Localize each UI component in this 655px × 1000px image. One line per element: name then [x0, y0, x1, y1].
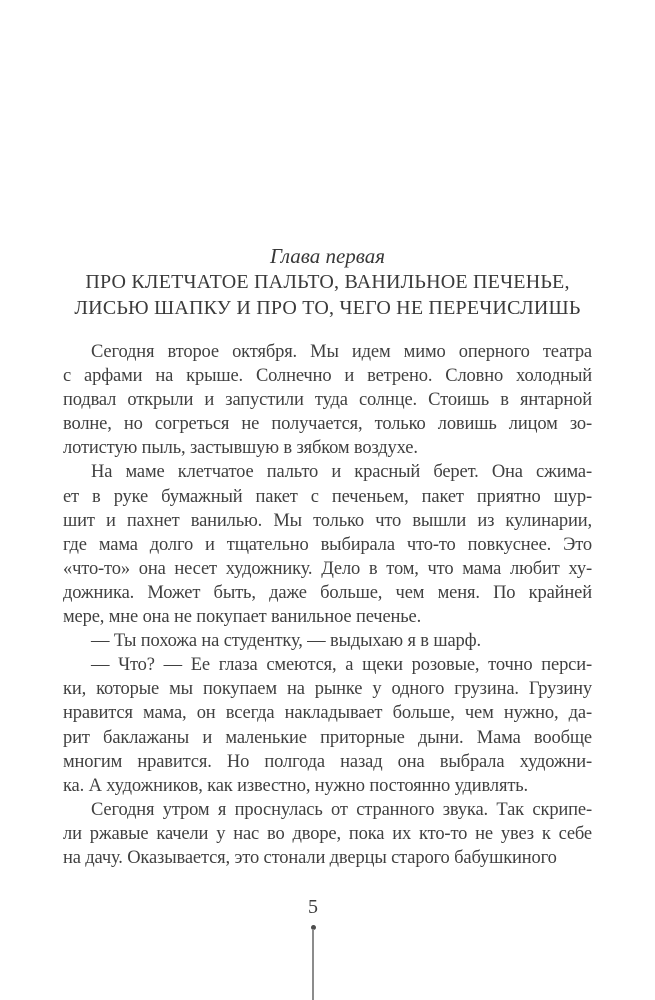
- text-line: где мама долго и тщательно выбирала что-то повкуснее. Это: [63, 534, 592, 555]
- chapter-label: Глава первая: [269, 244, 386, 268]
- text-line: волне, но согреться не получается, только ловишь лицом зо-: [63, 414, 592, 435]
- chapter-heading: [63, 243, 592, 321]
- text-line: — Что? — Ее глаза смеются, а щеки розовые, точно перси-: [91, 655, 592, 676]
- text-line: ки, которые мы покупаем на рынке у одного грузина. Грузину: [63, 679, 592, 700]
- fold-mark-line: [312, 929, 314, 1000]
- text-line: на дачу. Оказывается, это стонали дверцы старого бабушкиного: [63, 847, 557, 868]
- paragraph: [63, 653, 592, 798]
- text-line: рит баклажаны и маленькие приторные дыни. Мама вообще: [63, 727, 592, 748]
- text-line: ли ржавые качели у нас во дворе, пока их кто-то не увез к себе: [63, 823, 592, 844]
- text-line: На маме клетчатое пальто и красный берет. Она сжима-: [91, 462, 592, 483]
- text-line: многим нравится. Но полгода назад она выбрала художни-: [63, 751, 592, 772]
- paragraph: [63, 460, 592, 629]
- text-line: дожника. Может быть, даже больше, чем меня. По крайней: [63, 582, 592, 603]
- text-line: ет в руке бумажный пакет с печеньем, пакет приятно шур-: [63, 486, 592, 507]
- text-line: ка. А художников, как известно, нужно постоянно удивлять.: [63, 775, 529, 796]
- text-line: Сегодня утром я проснулась от странного звука. Так скрипе-: [91, 799, 592, 820]
- text-line: мере, мне она не покупает ванильное печенье.: [63, 607, 422, 628]
- text-line: лотистую пыль, застывшую в зябком воздухе.: [63, 438, 418, 459]
- page-footer: [0, 896, 626, 919]
- text-line: подвал открыли и запустили туда солнце. Стоишь в янтарной: [63, 390, 592, 411]
- page-text: [63, 340, 592, 870]
- text-line: нравится мама, он всегда накладывает больше, чем нужно, да-: [63, 703, 592, 724]
- text-line: с арфами на крыше. Солнечно и ветрено. Словно холодный: [63, 366, 592, 387]
- paragraph: [63, 340, 592, 460]
- paragraph: [63, 798, 592, 870]
- page-number: 5: [308, 896, 318, 918]
- text-line: Сегодня второе октября. Мы идем мимо оперного театра: [91, 342, 592, 362]
- chapter-title-line-2: ЛИСЬЮ ШАПКУ И ПРО ТО, ЧЕГО НЕ ПЕРЕЧИСЛИШЬ: [74, 297, 581, 319]
- text-line: шит и пахнет ванилью. Мы только что вышли из кулинарии,: [63, 510, 592, 531]
- chapter-title-line-1: ПРО КЛЕТЧАТОЕ ПАЛЬТО, ВАНИЛЬНОЕ ПЕЧЕНЬЕ,: [85, 271, 570, 293]
- text-line: «что-то» она несет художнику. Дело в том, что мама любит ху-: [63, 558, 592, 579]
- text-line: — Ты похожа на студентку, — выдыхаю я в шарф.: [91, 631, 481, 652]
- paragraph: [63, 629, 592, 653]
